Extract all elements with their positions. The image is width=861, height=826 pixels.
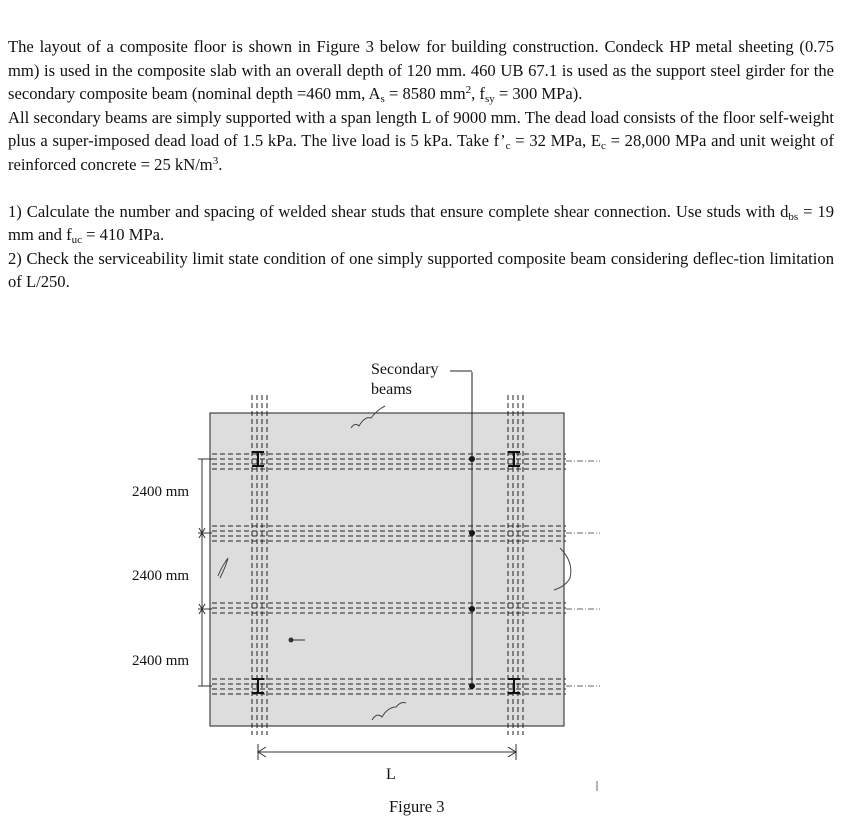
p1-sub-s: s	[380, 93, 385, 106]
p2-sub-c: c	[505, 140, 511, 153]
p2-sub-c2: c	[601, 140, 606, 153]
p2-sup-3: 3	[212, 154, 219, 167]
p1-text-a: The layout of a composite floor is shown in Figure 3 below for building construction. Condeck HP metal sheeting (0.75 mm) is used in the composite slab with an overall depth of 120 mm. 460 UB 67.1 is used as the support steel girder for the secondary composite beam (nominal depth =460 mm, A	[8, 37, 834, 104]
secondary-beams-label-line1: Secondary	[371, 361, 439, 378]
dimension-label-2: 2400 mm	[132, 568, 190, 584]
p2-text-c: = 28,000 MPa and unit weight of reinforced concrete = 25 kN/m	[8, 131, 834, 174]
span-dimension-line	[258, 744, 516, 760]
question-2: 2) Check the serviceability limit state condition of one simply supported composite beam considering deflec-tion limitation of L/250.	[8, 248, 834, 292]
p1-sup-2: 2	[465, 84, 472, 97]
p2-text-b: = 32 MPa, E	[510, 131, 601, 151]
span-label: L	[386, 766, 396, 783]
p1-text-c: , f	[471, 84, 485, 104]
q1-sub-bs: bs	[788, 210, 799, 223]
p2-text-d: .	[218, 154, 223, 174]
marker-dot	[289, 638, 294, 643]
q1-text-c: = 410 MPa.	[82, 225, 165, 245]
p1-sub-sy: sy	[484, 93, 495, 106]
q1-text-b: = 19 mm and f	[8, 201, 835, 245]
p2-text-a: All secondary beams are simply supported with a span length L of 9000 mm. The dead load consists of the floor self-weight plus a super-imposed dead load of 1.5 kPa. The live load is 5 kPa. Take f’	[8, 107, 834, 151]
q1-text-a: 1) Calculate the number and spacing of welded shear studs that ensure complete shear connection. Use studs with d	[8, 201, 789, 221]
secondary-beams-label-line2: beams	[371, 381, 412, 398]
p1-text-d: = 300 MPa).	[494, 84, 583, 104]
dimension-label-3: 2400 mm	[132, 653, 190, 669]
q1-sub-uc: uc	[71, 234, 82, 247]
figure-caption: Figure 3	[389, 797, 445, 816]
dimension-label-1: 2400 mm	[132, 484, 190, 500]
p1-text-b: = 8580 mm	[384, 84, 466, 104]
